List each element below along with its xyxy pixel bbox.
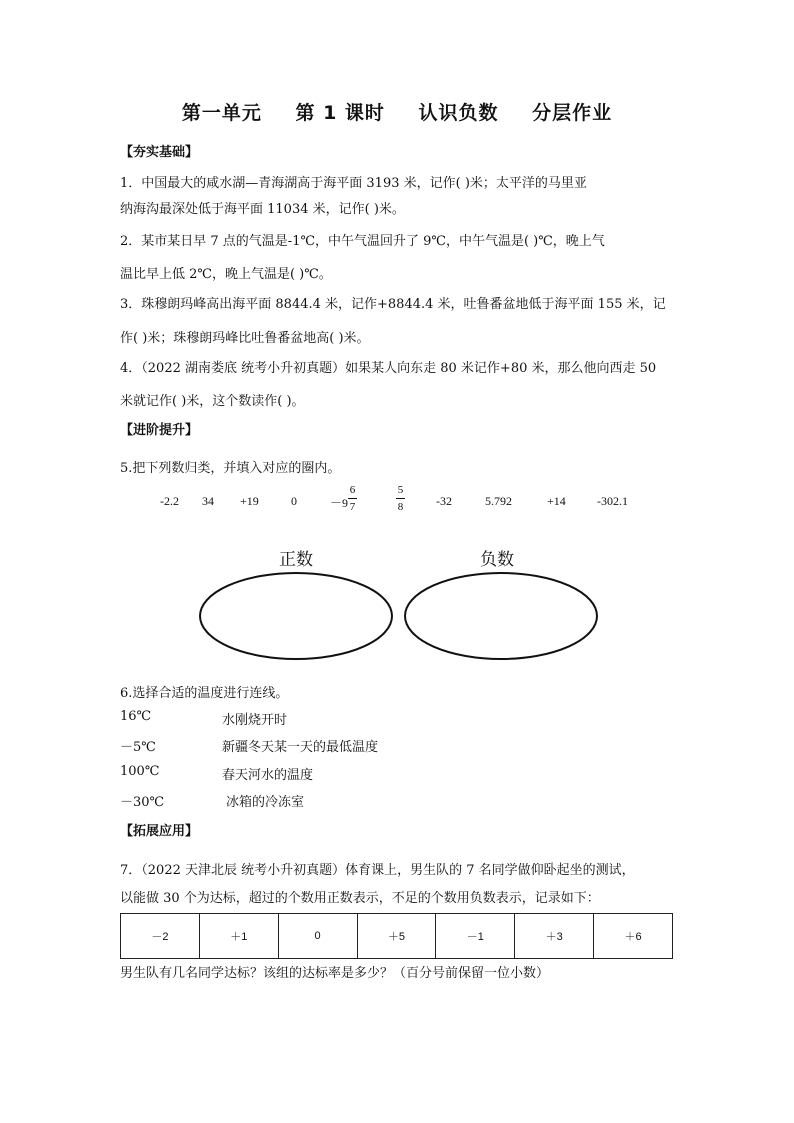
q1-line2: 纳海沟最深处低于海平面 11034 米，记作( )米。 xyxy=(120,202,405,217)
number-item: 34 xyxy=(202,494,214,508)
temp-item[interactable]: －5℃ xyxy=(120,740,156,755)
negative-circle[interactable] xyxy=(405,573,597,659)
temp-item[interactable]: 100℃ xyxy=(120,764,160,779)
number-item: -2.2 xyxy=(160,494,179,508)
table-row xyxy=(121,914,673,959)
title-lesson: 第 1 课时 xyxy=(295,102,385,124)
table-cell: ＋6 xyxy=(594,914,673,959)
negative-circle-label: 负数 xyxy=(480,550,514,570)
positive-circle[interactable] xyxy=(200,573,392,659)
table-cell: －1 xyxy=(436,914,515,959)
q5-prompt: 5.把下列数归类，并填入对应的圈内。 xyxy=(120,461,341,476)
number-item: 5.792 xyxy=(485,494,512,508)
table-cell: ＋5 xyxy=(357,914,436,959)
mixed-fraction xyxy=(348,482,357,515)
positive-circle-label: 正数 xyxy=(279,550,313,570)
mixed-fraction-whole: －9 xyxy=(330,496,349,510)
fraction-bar xyxy=(348,498,357,499)
q2-line2: 温比早上低 2℃，晚上气温是( )℃。 xyxy=(120,267,332,282)
number-item: +19 xyxy=(240,494,259,508)
number-item: 0 xyxy=(291,494,297,508)
temp-item[interactable]: －30℃ xyxy=(120,795,165,810)
desc-item[interactable]: 新疆冬天某一天的最低温度 xyxy=(222,740,379,755)
q2-line1: 2．某市某日早 7 点的气温是-1℃，中午气温回升了 9℃，中午气温是( )℃，晚上气 xyxy=(120,234,605,249)
title-topic: 认识负数 xyxy=(418,102,499,124)
q4-line2: 米就记作( )米，这个数读作( )。 xyxy=(120,394,305,409)
page-title xyxy=(0,98,794,125)
table-cell: －2 xyxy=(121,914,200,959)
title-unit: 第一单元 xyxy=(181,102,262,124)
desc-item[interactable]: 水刚烧开时 xyxy=(222,713,288,728)
desc-item[interactable]: 冰箱的冷冻室 xyxy=(226,795,305,810)
q1-line1: 1．中国最大的咸水湖—青海湖高于海平面 3193 米，记作( )米；太平洋的马里亚 xyxy=(120,176,587,191)
table-cell: 0 xyxy=(278,914,357,959)
q6-prompt: 6.选择合适的温度进行连线。 xyxy=(120,686,289,701)
mixed-fraction-denominator: 7 xyxy=(349,501,356,513)
table-cell: ＋3 xyxy=(515,914,594,959)
q7-question: 男生队有几名同学达标？该组的达标率是多少？（百分号前保留一位小数） xyxy=(120,966,550,981)
mixed-fraction-numerator: 6 xyxy=(349,484,356,496)
fraction-bar xyxy=(396,498,405,499)
title-type: 分层作业 xyxy=(532,102,613,124)
fraction-denominator: 8 xyxy=(397,501,404,513)
classification-circles xyxy=(198,570,598,665)
section-extension: 【拓展应用】 xyxy=(120,824,199,839)
q3-line2: 作( )米；珠穆朗玛峰比吐鲁番盆地高( )米。 xyxy=(120,331,370,346)
q7-line2: 以能做 30 个为达标，超过的个数用正数表示，不足的个数用负数表示，记录如下： xyxy=(120,891,600,906)
section-basic: 【夯实基础】 xyxy=(120,145,199,160)
number-item: +14 xyxy=(547,494,566,508)
record-table xyxy=(120,913,673,959)
desc-item[interactable]: 春天河水的温度 xyxy=(222,768,314,783)
temp-item[interactable]: 16℃ xyxy=(120,709,152,724)
table-cell: ＋1 xyxy=(199,914,278,959)
section-advanced: 【进阶提升】 xyxy=(120,423,199,438)
q7-line1: 7．（2022 天津北辰 统考小升初真题）体育课上，男生队的 7 名同学做仰卧起坐的测试， xyxy=(120,863,635,878)
number-list xyxy=(160,484,660,524)
number-item: -302.1 xyxy=(597,494,628,508)
fraction-numerator: 5 xyxy=(397,484,404,496)
number-item: -32 xyxy=(436,494,452,508)
fraction xyxy=(396,482,405,515)
q4-line1: 4．（2022 湖南娄底 统考小升初真题）如果某人向东走 80 米记作+80 米，那么他向西走 50 xyxy=(120,361,657,376)
q3-line1: 3．珠穆朗玛峰高出海平面 8844.4 米，记作+8844.4 米，吐鲁番盆地低于海平面 155 米，记 xyxy=(120,297,666,312)
